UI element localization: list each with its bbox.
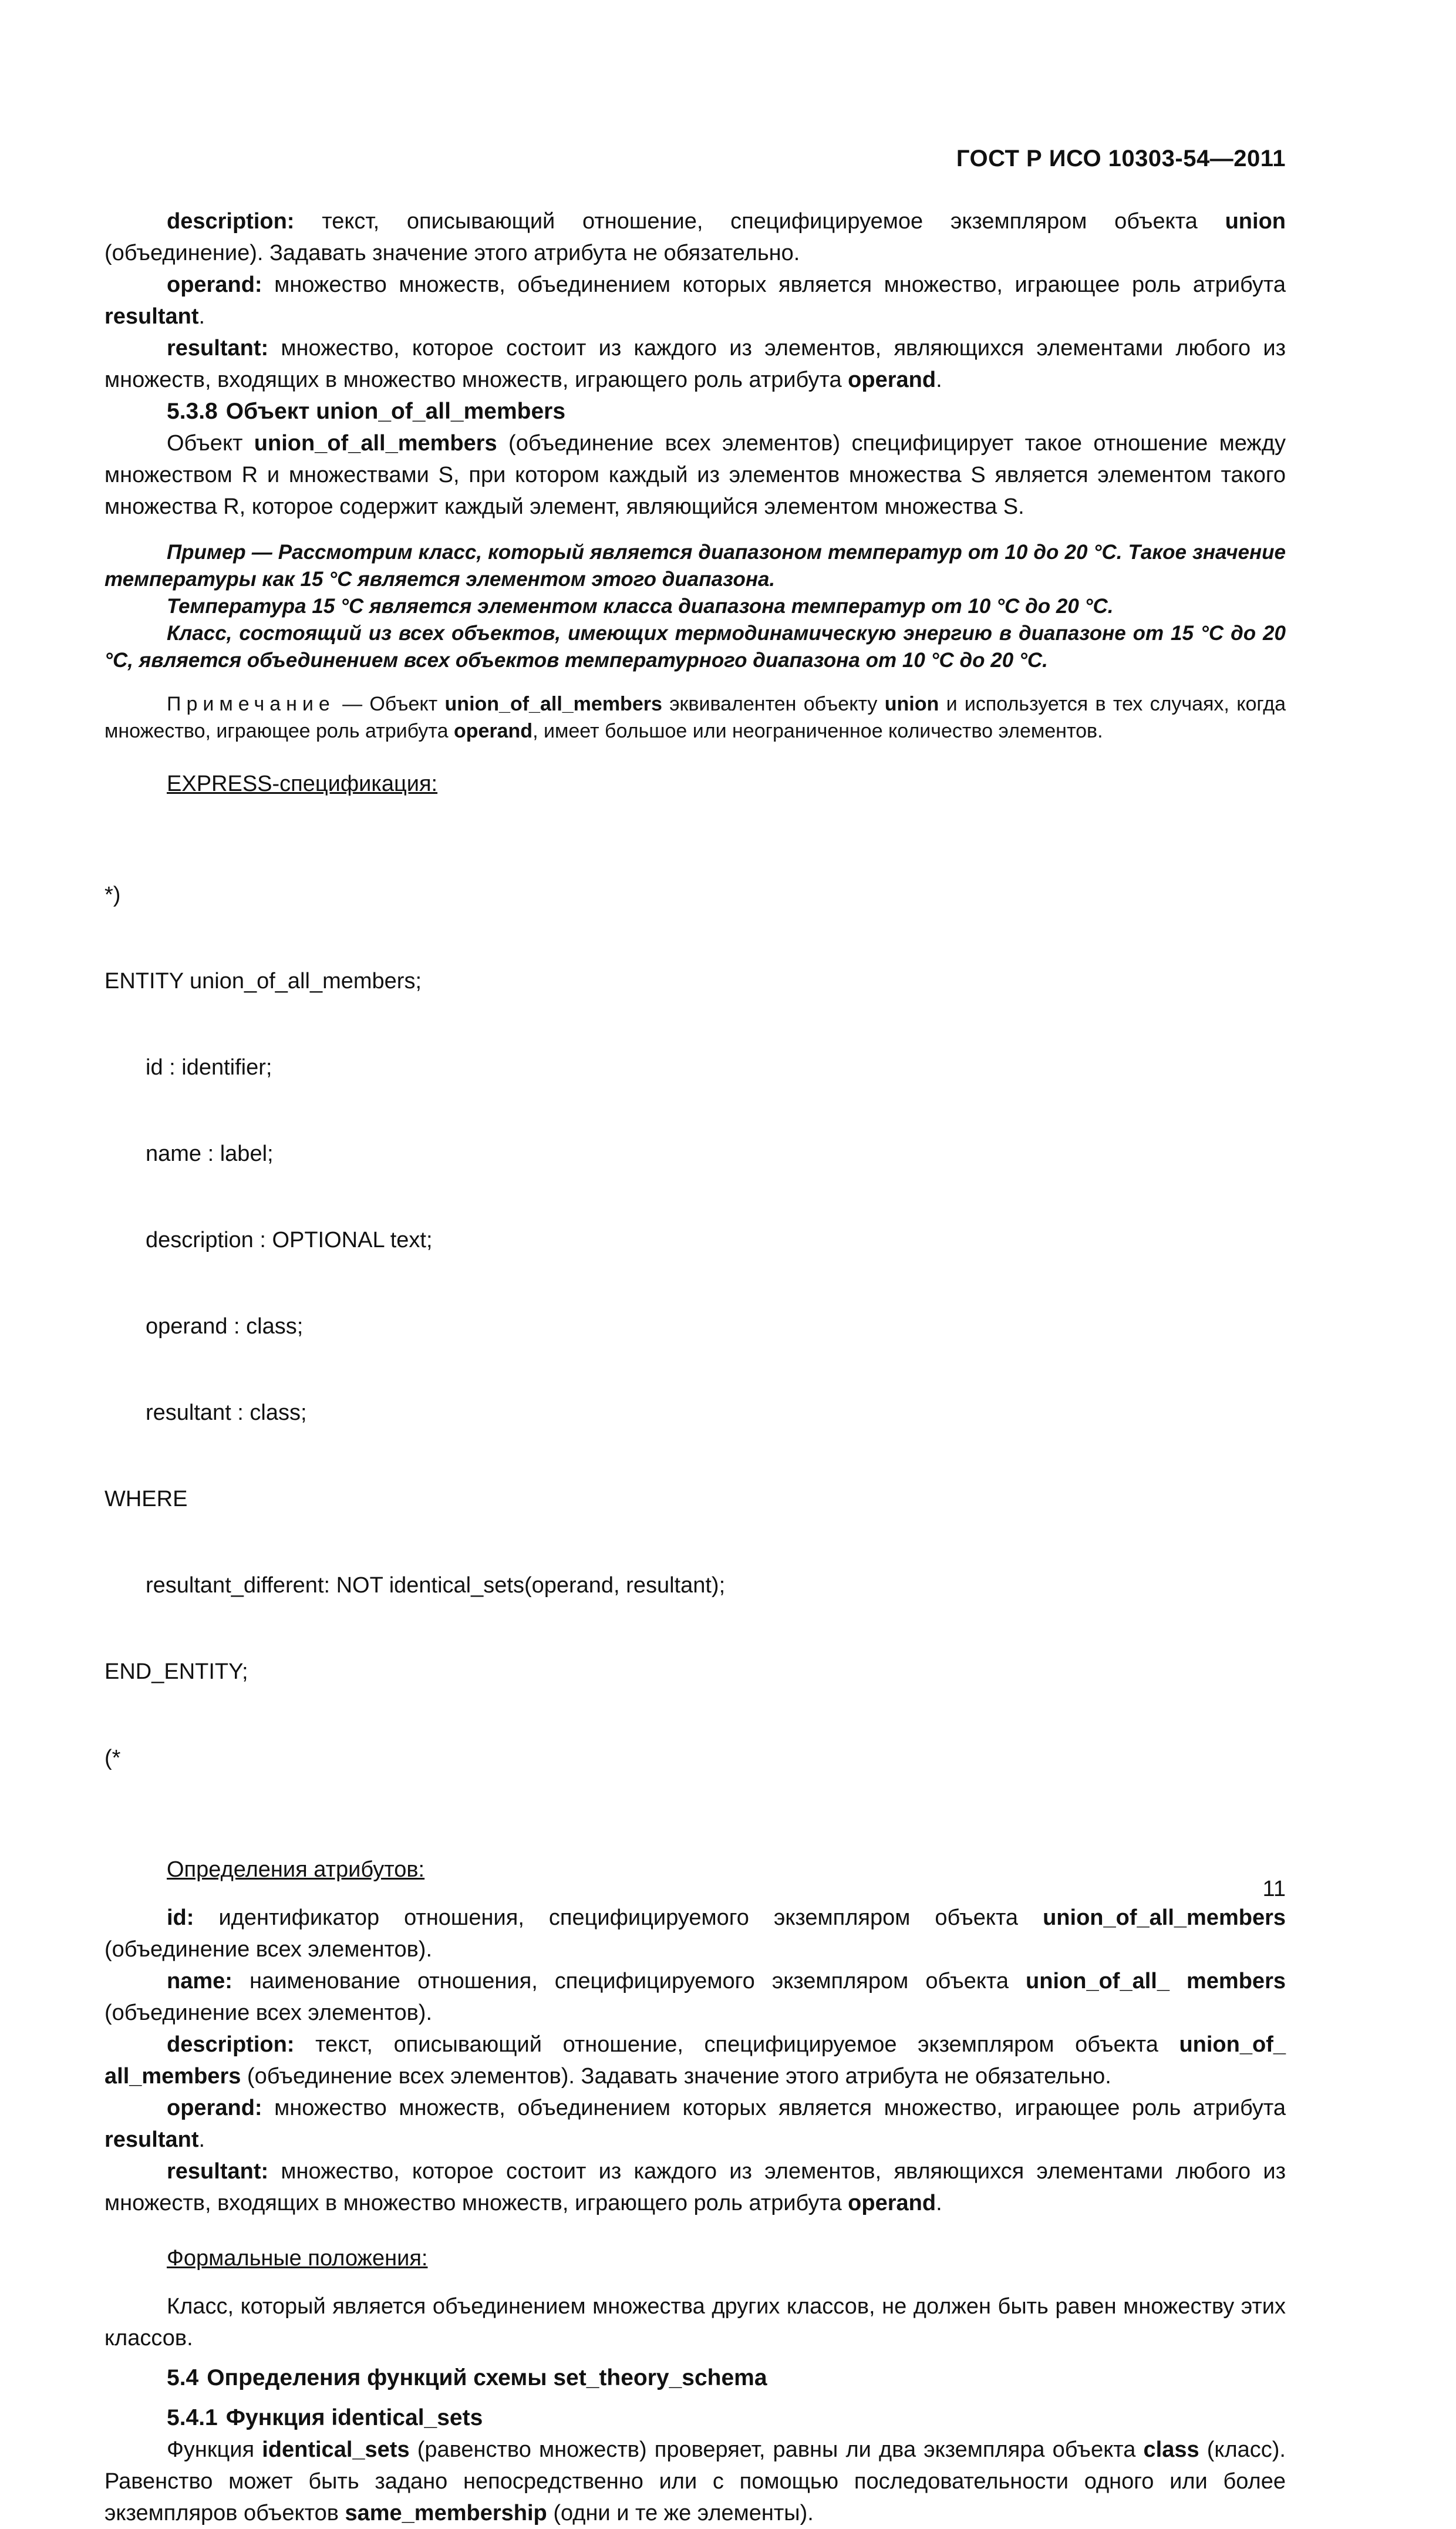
definition-paragraph xyxy=(105,1965,1286,2029)
section-paragraph xyxy=(105,2434,1286,2529)
entity-ref: resultant xyxy=(105,304,199,329)
example-block xyxy=(105,539,1286,674)
code-line: resultant : class; xyxy=(146,1400,307,1425)
formal-heading: Формальные положения: xyxy=(167,2246,428,2271)
page-content xyxy=(105,206,1286,2529)
definition-paragraph xyxy=(105,2029,1286,2092)
entity-ref: operand xyxy=(453,720,533,742)
section-paragraph xyxy=(105,427,1286,523)
definition-term: name: xyxy=(167,1969,232,1993)
attributes-heading: Определения атрибутов: xyxy=(167,1857,425,1882)
section-number: 5.4.1 xyxy=(167,2405,218,2430)
entity-ref: identical_sets xyxy=(262,2437,410,2462)
definition-term: description: xyxy=(167,209,295,234)
express-heading: EXPRESS-спецификация: xyxy=(167,772,438,796)
paragraph-text: (объединение всех элементов) специфицирует такое отношение между множеством R и множествами S, при котором каждый из элементов множества S является элементом такого множества R, которое содержит каждый элемент, являющийся элементом множества S. xyxy=(105,431,1286,519)
entity-ref: operand xyxy=(848,2191,936,2215)
subsection-heading xyxy=(167,2402,1286,2434)
definition-text: множество множеств, объединением которых является множество, играющее роль атрибута xyxy=(262,2096,1286,2120)
entity-ref: resultant xyxy=(105,2127,199,2152)
entity-ref: operand xyxy=(848,368,936,392)
section-heading xyxy=(167,396,1286,427)
definition-term: operand: xyxy=(167,272,262,297)
note-text: эквивалентен объекту xyxy=(662,693,885,715)
paragraph-text: (равенство множеств) проверяет, равны ли два экземпляра объекта xyxy=(409,2437,1144,2462)
code-line: id : identifier; xyxy=(146,1055,272,1080)
entity-ref: same_membership xyxy=(345,2501,547,2525)
definition-text: текст, описывающий отношение, специфицируемое экземпляром объекта xyxy=(294,209,1225,234)
example-line: Класс, состоящий из всех объектов, имеющих термодинамическую энергию в диапазоне от 15 °С до 20 °С, является объединением всех объектов температурного диапазона от 10 °С до 20 °С. xyxy=(105,622,1286,672)
definition-paragraph xyxy=(105,332,1286,396)
paragraph-text: (класс). Равенство может быть задано непосредственно или с помощью последовательности одного или более экземпляров объектов xyxy=(105,2437,1286,2525)
definition-tail: . xyxy=(936,2191,942,2215)
definition-paragraph xyxy=(105,269,1286,332)
definition-tail: (объединение всех элементов). Задавать значение этого атрибута не обязательно. xyxy=(241,2064,1111,2089)
definition-tail: . xyxy=(198,2127,205,2152)
definition-term: resultant: xyxy=(167,336,269,361)
code-line: (* xyxy=(105,1746,121,1770)
definition-paragraph xyxy=(105,2092,1286,2156)
definition-tail: (объединение всех элементов). xyxy=(105,1937,432,1962)
entity-ref: union_of_all_ members xyxy=(1026,1969,1286,1993)
entity-ref: union_of_all_members xyxy=(254,431,497,456)
definition-term: id: xyxy=(167,1905,194,1930)
definition-paragraph xyxy=(105,1902,1286,1965)
definition-tail: (объединение). Задавать значение этого атрибута не обязательно. xyxy=(105,241,800,265)
definition-term: description: xyxy=(167,2032,295,2057)
definition-paragraph xyxy=(105,2156,1286,2219)
code-line: ENTITY union_of_all_members; xyxy=(105,969,422,994)
note-text: — Объект xyxy=(335,693,445,715)
note-paragraph xyxy=(105,691,1286,745)
entity-ref: union_of_all_members xyxy=(444,693,662,715)
section-title: Функция identical_sets xyxy=(225,2405,483,2430)
paragraph-text: (одни и те же элементы). xyxy=(547,2501,814,2525)
section-heading xyxy=(167,2362,1286,2394)
definition-text: наименование отношения, специфицируемого экземпляром объекта xyxy=(232,1969,1026,1993)
section-title: Объект union_of_all_members xyxy=(225,399,566,424)
section-title: Определения функций схемы set_theory_schema xyxy=(207,2365,767,2390)
note-text: и используется в тех случаях, когда множество, играющее роль атрибута xyxy=(105,693,1286,742)
note-text: , имеет большое или неограниченное количество элементов. xyxy=(532,720,1103,742)
entity-ref: union xyxy=(1225,209,1286,234)
code-line: WHERE xyxy=(105,1487,188,1511)
document-header: ГОСТ Р ИСО 10303-54—2011 xyxy=(956,146,1286,171)
entity-ref: union_of_ all_members xyxy=(105,2032,1286,2089)
entity-ref: union xyxy=(884,693,939,715)
example-line: Температура 15 °С является элементом класса диапазона температур от 10 °С до 20 °С. xyxy=(167,595,1114,618)
paragraph-text: Функция xyxy=(167,2437,262,2462)
code-line: END_ENTITY; xyxy=(105,1659,248,1684)
definition-text: идентификатор отношения, специфицируемого экземпляром объекта xyxy=(194,1905,1043,1930)
entity-ref: class xyxy=(1143,2437,1199,2462)
definition-tail: . xyxy=(198,304,205,329)
code-line: description : OPTIONAL text; xyxy=(146,1228,433,1252)
definition-term: resultant: xyxy=(167,2159,269,2184)
formal-paragraph: Класс, который является объединением множества других классов, не должен быть равен множеству этих классов. xyxy=(105,2294,1286,2350)
express-code-block xyxy=(105,823,1286,1830)
definition-term: operand: xyxy=(167,2096,262,2120)
code-line: resultant_different: NOT identical_sets(operand, resultant); xyxy=(146,1573,726,1598)
definition-text: множество множеств, объединением которых является множество, играющее роль атрибута xyxy=(262,272,1286,297)
code-line: name : label; xyxy=(146,1141,274,1166)
section-number: 5.4 xyxy=(167,2365,199,2390)
attribute-definitions xyxy=(105,1902,1286,2219)
note-label: Примечание xyxy=(167,693,335,715)
definition-paragraph xyxy=(105,206,1286,269)
section-number: 5.3.8 xyxy=(167,399,218,424)
entity-ref: union_of_all_members xyxy=(1043,1905,1286,1930)
paragraph-text: Объект xyxy=(167,431,254,456)
definition-text: множество, которое состоит из каждого из элементов, являющихся элементами любого из множеств, входящих в множество множеств, играющего роль атрибута xyxy=(105,336,1286,392)
code-line: *) xyxy=(105,883,121,907)
example-line: Пример — Рассмотрим класс, который является диапазоном температур от 10 до 20 °С. Такое значение температуры как 15 °С является элементом этого диапазона. xyxy=(105,541,1286,591)
code-line: operand : class; xyxy=(146,1314,304,1339)
definition-tail: . xyxy=(936,368,942,392)
definition-tail: (объединение всех элементов). xyxy=(105,2001,432,2025)
page-number: 11 xyxy=(1262,1877,1286,1901)
definition-text: текст, описывающий отношение, специфицируемое экземпляром объекта xyxy=(294,2032,1179,2057)
definition-text: множество, которое состоит из каждого из элементов, являющихся элементами любого из множеств, входящих в множество множеств, играющего роль атрибута xyxy=(105,2159,1286,2215)
